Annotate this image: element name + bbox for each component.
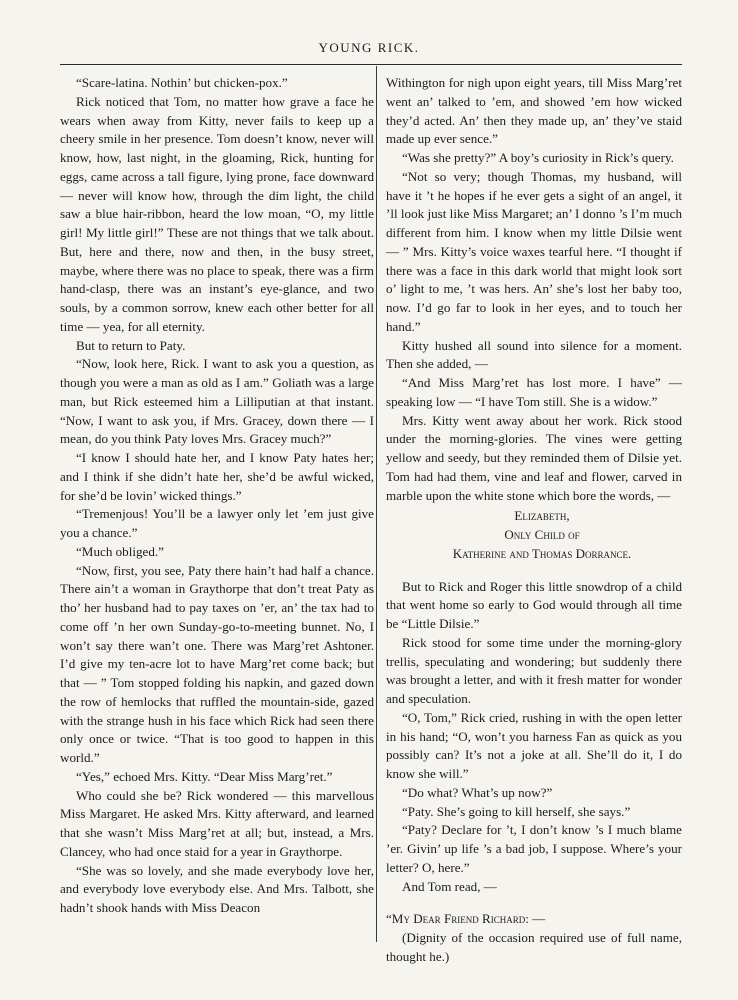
- running-title: YOUNG RICK.: [318, 40, 420, 55]
- letter-spacer: [386, 896, 682, 910]
- letter-salutation: “My Dear Friend Richard: —: [386, 911, 546, 927]
- paragraph: “Was she pretty?” A boy’s curiosity in Rick’s query.: [402, 150, 674, 165]
- header-rule: [60, 64, 682, 65]
- paragraph: “Not so very; though Thomas, my husband, will have it ’t he hopes if he ever gets a sight of an angel, it ’ll look just like Miss Margaret; an’ I donno ’s I’m much different from him. I know when my little Dilsie went — ” Mrs. Kitty’s voice waxes tearful here. “I thought if there was a face in this dark world that might look sort o’ light to me, ’t was hers. An’ she’s lost her baby too, now. I’d go far to look in her eyes, and to touch her hand.”: [386, 168, 682, 334]
- left-column: [60, 74, 374, 918]
- paragraph: Kitty hushed all sound into silence for a moment. Then she added, —: [386, 337, 682, 372]
- paragraph: Rick noticed that Tom, no matter how grave a face he wears when away from Kitty, never fails to keep up a cheery smile in her presence. Tom doesn’t know, never will know, how, last night, in the gloaming, Rick, hunting for eggs, came across a tall figure, lying prone, face downward — never will know how, through the dim light, the child saw a blue hair-ribbon, heard the low moan, “O, my little girl! My little girl!” These are not things that we talk about. But, here and there, now and then, in the busy street, maybe, where there was no place to speak, there was a firm hand-clasp, there was an instant’s eye-glance, and two souls, by a common sorrow, knew each other better for all time — yea, for all eternity.: [60, 93, 374, 334]
- paragraph: “She was so lovely, and she made everybody love her, and everybody love everybody else. And Mrs. Talbott, she hadn’t shook hands with Miss Deacon: [60, 862, 374, 915]
- paragraph: “Now, look here, Rick. I want to ask you a question, as though you were a man as old as I am.” Goliath was a large man, but Rick esteemed him a Lilliputian at that instant. “Now, I want to ask you, if Mrs. Gracey, down there — I mean, do you think Paty loves Mrs. Gracey much?”: [60, 356, 374, 447]
- epitaph-line: Only Child of: [504, 527, 580, 542]
- paragraph: “I know I should hate her, and I know Paty hates her; and I think if she didn’t hate her, she’d be awful wicked, for she’d be lovin’ wicked things.”: [60, 450, 374, 503]
- paragraph: Who could she be? Rick wondered — this marvellous Miss Margaret. He asked Mrs. Kitty afterward, and learned that she wasn’t Miss Marg’ret at all; but, instead, a Mrs. Clancey, who had once staid for a year in Graythorpe.: [60, 787, 374, 859]
- paragraph: “Much obliged.”: [76, 543, 164, 559]
- paragraph: But to return to Paty.: [76, 337, 186, 353]
- paragraph: “Do what? What’s up now?”: [402, 784, 553, 800]
- paragraph: And Tom read, —: [402, 878, 497, 894]
- paragraph: “And Miss Marg’ret has lost more. I have” — speaking low — “I have Tom still. She is a widow.”: [386, 375, 682, 409]
- epitaph-line: Elizabeth,: [514, 508, 570, 524]
- epitaph: [386, 507, 682, 563]
- paragraph: But to Rick and Roger this little snowdrop of a child that went home so early to God would through all time be “Little Dilsie.”: [386, 578, 682, 631]
- right-column: [386, 74, 682, 967]
- paragraph: “Scare-latina. Nothin’ but chicken-pox.”: [76, 75, 288, 90]
- paragraph: “Yes,” echoed Mrs. Kitty. “Dear Miss Marg’ret.”: [76, 768, 333, 784]
- paragraph: Mrs. Kitty went away about her work. Rick stood under the morning-glories. The vines were getting yellow and seedy, but they reminded them of Dilsie yet. Tom had had them, vine and leaf and flower, carved in marble upon the white stone which bore the words, —: [386, 412, 682, 503]
- paragraph: Rick stood for some time under the morning-glory trellis, speculating and wondering; but suddenly there was brought a letter, and with it fresh matter for wonder and speculation.: [386, 634, 682, 706]
- column-divider: [376, 66, 377, 942]
- paragraph: “Paty? Declare for ’t, I don’t know ’s I much blame ’er. Givin’ up life ’s a bad job, I suppose. Where’s your letter? O, here.”: [386, 822, 682, 875]
- paragraph: “Now, first, you see, Paty there hain’t had half a chance. There ain’t a woman in Graythorpe that don’t treat Paty as tho’ her husband had to pay taxes on ’er, an’ the tax had to come off ’n her own Sunday-go-to-meeting bunnet. No, I won’t say there wan’t one. There was Marg’ret Ashtoner. I’d give my ten-acre lot to have Marg’ret come back; but that — ” Tom stopped folding his napkin, and gazed down the row of hemlocks that ruffled the mountain-side, gazed with the strange hush in his face which Rick had seen there only once or twice. “That is too good to happen in this world.”: [60, 562, 374, 765]
- paragraph: “Tremenjous! You’ll be a lawyer only let ’em just give you a chance.”: [60, 506, 374, 540]
- paragraph: “Paty. She’s going to kill herself, she says.”: [402, 803, 631, 819]
- epitaph-line: Katherine and Thomas Dorrance.: [452, 545, 632, 561]
- paragraph: Withington for nigh upon eight years, till Miss Marg’ret went an’ talked to ’em, and showed ’em how wicked they’d acted. An’ then they made up, an’ they’ve staid made up ever sence.”: [386, 75, 682, 147]
- letter-note: (Dignity of the occasion required use of full name, thought he.): [386, 930, 682, 964]
- paragraph: “O, Tom,” Rick cried, rushing in with the open letter in his hand; “O, won’t you harness Fan as quick as you possibly can? It’s not a joke at all. She’ll do it, I do know she will.”: [386, 709, 682, 781]
